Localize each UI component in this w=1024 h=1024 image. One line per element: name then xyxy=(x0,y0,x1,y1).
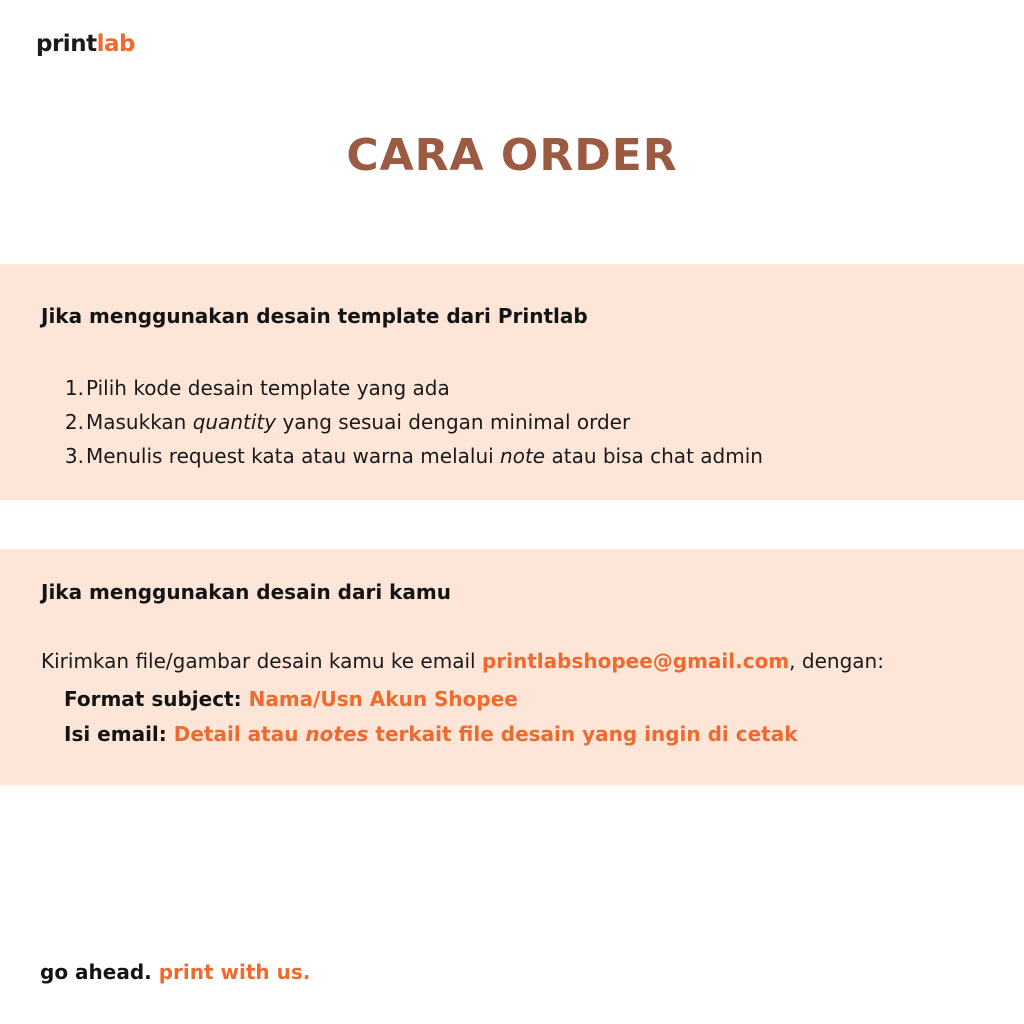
step-text xyxy=(86,405,630,439)
step-number: 1. xyxy=(64,376,84,400)
printlab-logo xyxy=(36,33,135,56)
step-text: Pilih kode desain template yang ada xyxy=(86,376,450,400)
logo-text-print: print xyxy=(36,31,97,57)
tagline-part-2: print with us. xyxy=(158,960,311,984)
page-title: CARA ORDER xyxy=(346,130,678,181)
email-body-value-post: terkait file desain yang ingin di cetak xyxy=(368,722,798,746)
step-text-pre: Masukkan xyxy=(86,410,193,434)
email-instruction-post: , dengan: xyxy=(789,649,884,673)
step-item xyxy=(60,405,763,439)
step-text-post: yang sesuai dengan minimal order xyxy=(276,410,631,434)
template-steps-list xyxy=(60,371,763,473)
own-design-heading: Jika menggunakan desain dari kamu xyxy=(41,580,452,604)
step-text-emphasis: note xyxy=(500,444,546,468)
email-body-value-emphasis: notes xyxy=(305,722,369,746)
template-design-heading: Jika menggunakan desain template dari Printlab xyxy=(41,304,588,328)
step-text-post: atau bisa chat admin xyxy=(545,444,763,468)
logo-text-lab: lab xyxy=(96,31,135,57)
email-instruction xyxy=(41,647,884,675)
step-number: 3. xyxy=(64,444,84,468)
email-body-value xyxy=(174,722,798,746)
email-address-link[interactable]: printlabshopee@gmail.com xyxy=(481,649,790,673)
step-text-emphasis: quantity xyxy=(192,410,277,434)
subject-format-line xyxy=(64,689,518,709)
email-body-value-pre: Detail atau xyxy=(173,722,306,746)
step-text xyxy=(86,439,763,473)
step-item xyxy=(60,371,763,405)
tagline-part-1: go ahead. xyxy=(40,960,159,984)
template-design-panel xyxy=(0,264,1024,500)
email-body-line xyxy=(64,724,798,744)
step-number: 2. xyxy=(64,410,84,434)
step-item xyxy=(60,439,763,473)
email-instruction-pre: Kirimkan file/gambar desain kamu ke email xyxy=(41,649,482,673)
subject-format-label: Format subject: xyxy=(64,687,249,711)
footer-tagline xyxy=(40,962,310,982)
step-text-pre: Menulis request kata atau warna melalui xyxy=(86,444,501,468)
own-design-panel xyxy=(0,549,1024,785)
email-body-label: Isi email: xyxy=(64,722,174,746)
subject-format-value: Nama/Usn Akun Shopee xyxy=(248,687,518,711)
